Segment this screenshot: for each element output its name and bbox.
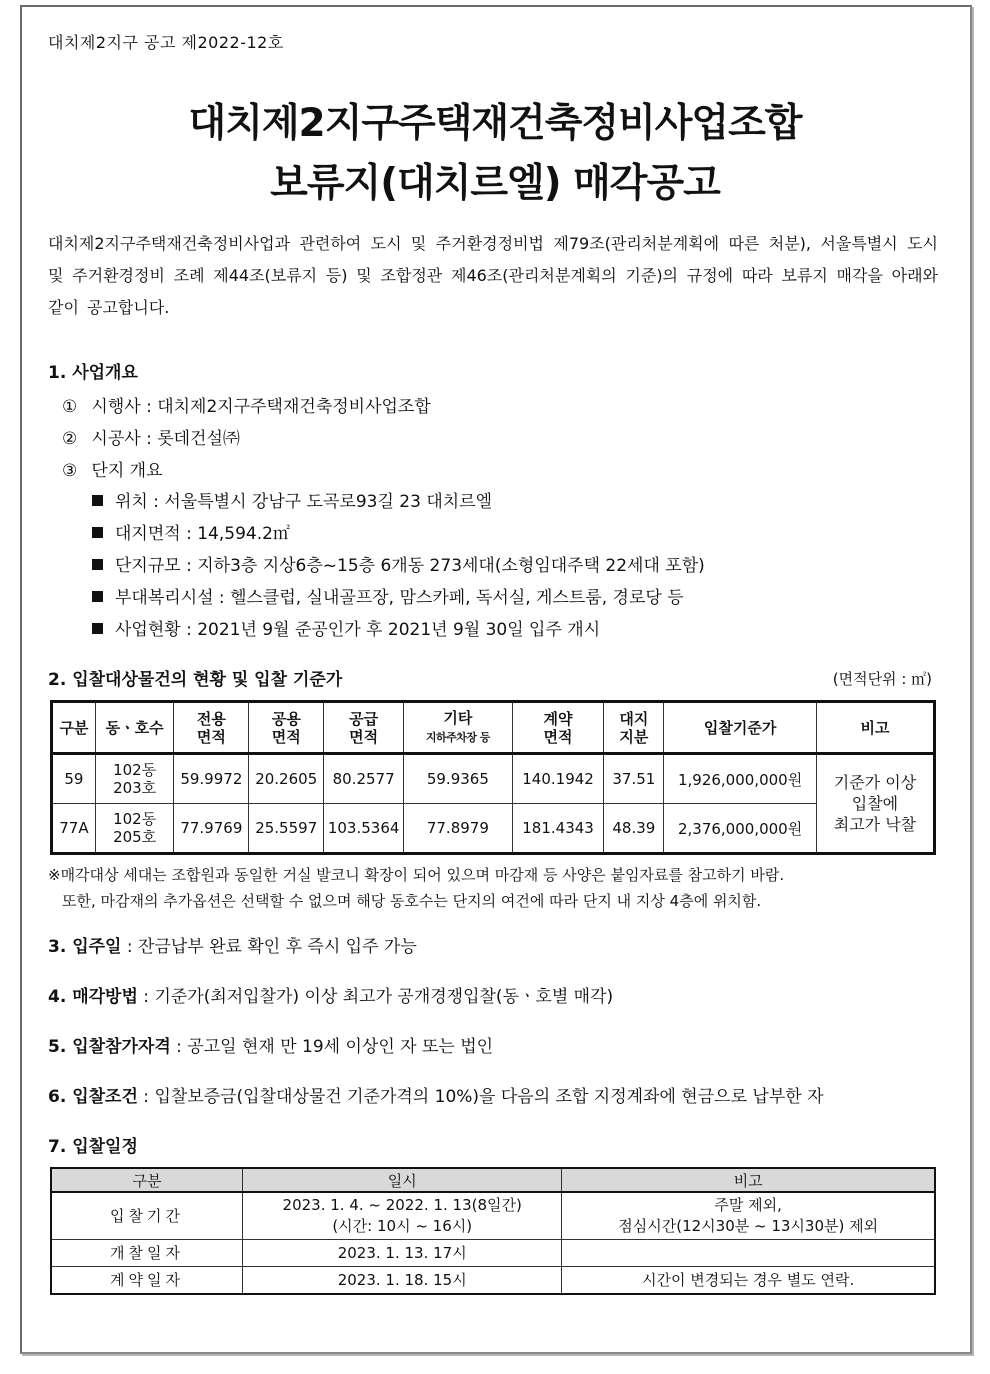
- cell-land: 48.39: [604, 804, 664, 854]
- cell-unit: 102동 203호: [95, 754, 174, 804]
- cell-date: 2023. 1. 18. 15시: [243, 1267, 562, 1295]
- square-bullet-icon: [92, 559, 103, 570]
- col-note: 비고: [562, 1168, 935, 1192]
- bid-schedule-table: [50, 1167, 936, 1295]
- overview-item: [62, 392, 431, 417]
- cell-note: [562, 1240, 935, 1267]
- overview-item: [62, 456, 163, 481]
- table-header-row: [52, 702, 935, 754]
- cell-supply: 80.2577: [324, 754, 404, 804]
- section-7-title: 7. 입찰일정: [48, 1137, 138, 1157]
- intro-paragraph: 대치제2지구주택재건축정비사업과 관련하여 도시 및 주거환경정비법 제79조(관리처분계획에 따른 처분), 서울특별시 도시 및 주거환경정비 조례 제44조(보류지 등) 및 조합정관 제46조(관리처분계획의 기준)의 규정에 따라 보류지 매각을 아래와 같이 공고합니다.: [48, 234, 938, 317]
- cell-land: 37.51: [604, 754, 664, 804]
- cell-other: 59.9365: [404, 754, 513, 804]
- cell-remark: 기준가 이상 입찰에 최고가 낙찰: [816, 754, 934, 854]
- square-bullet-icon: [92, 527, 103, 538]
- section-2-title: 2. 입찰대상물건의 현황 및 입찰 기준가: [48, 670, 343, 690]
- bullet-item: [92, 615, 600, 640]
- cell-type: 입찰기간: [51, 1192, 243, 1240]
- area-unit-label: (면적단위 : ㎡): [832, 670, 932, 688]
- bullet-item: [92, 519, 290, 544]
- cell-contract: 181.4343: [512, 804, 604, 854]
- table-row: [51, 1267, 935, 1295]
- overview-item-text: 단지 개요: [91, 461, 163, 481]
- move-in-date: 3. 입주일 : 잔금납부 완료 확인 후 즉시 입주 가능: [48, 937, 417, 957]
- cell-common: 25.5597: [249, 804, 324, 854]
- col-land-share: 대지 지분: [604, 702, 664, 754]
- table-header-row: [51, 1168, 935, 1192]
- col-type: 구분: [52, 702, 96, 754]
- eligibility: 5. 입찰참가자격 : 공고일 현재 만 19세 이상인 자 또는 법인: [48, 1037, 494, 1057]
- footnote-line: ※매각대상 세대는 조합원과 동일한 거실 발코니 확장이 되어 있으며 마감재 등 사양은 붙임자료를 참고하기 바람.: [48, 866, 785, 884]
- cell-type: 계약일자: [51, 1267, 243, 1295]
- section-1-title: 1. 사업개요: [48, 363, 138, 383]
- bullet-item: [92, 551, 705, 576]
- overview-item: [62, 424, 240, 449]
- bullet-text: 부대복리시설 : 헬스클럽, 실내골프장, 맘스카페, 독서실, 게스트룸, 경로당 등: [115, 588, 684, 608]
- cell-type: 77A: [52, 804, 96, 854]
- bullet-text: 대지면적 : 14,594.2㎡: [115, 524, 290, 544]
- col-contract-area: 계약 면적: [512, 702, 604, 754]
- cell-contract: 140.1942: [512, 754, 604, 804]
- bullet-item: [92, 583, 684, 608]
- square-bullet-icon: [92, 495, 103, 506]
- cell-type: 59: [52, 754, 96, 804]
- square-bullet-icon: [92, 591, 103, 602]
- cell-date: 2023. 1. 4. ~ 2022. 1. 13(8일간) (시간: 10시 ~ 16시): [243, 1192, 562, 1240]
- col-exclusive-area: 전용 면적: [174, 702, 249, 754]
- cell-unit: 102동 205호: [95, 804, 174, 854]
- table-row: [51, 1240, 935, 1267]
- document-number: 대치제2지구 공고 제2022-12호: [48, 33, 284, 52]
- sale-method: 4. 매각방법 : 기준가(최저입찰가) 이상 최고가 공개경쟁입찰(동ㆍ호별 매각): [48, 987, 614, 1007]
- col-common-area: 공용 면적: [249, 702, 324, 754]
- col-date: 일시: [243, 1168, 562, 1192]
- circled-number: ③: [62, 461, 78, 481]
- col-unit: 동ㆍ호수: [95, 702, 174, 754]
- bullet-item: [92, 487, 492, 512]
- overview-item-text: 시공사 : 롯데건설㈜: [91, 429, 240, 449]
- overview-item-text: 시행사 : 대치제2지구주택재건축정비사업조합: [91, 397, 431, 417]
- table-row: [51, 1192, 935, 1240]
- col-type: 구분: [51, 1168, 243, 1192]
- bullet-text: 단지규모 : 지하3층 지상6층~15층 6개동 273세대(소형임대주택 22세대 포함): [115, 556, 705, 576]
- cell-price: 2,376,000,000원: [664, 804, 817, 854]
- page-title: 대치제2지구주택재건축정비사업조합: [188, 101, 802, 146]
- table-row: [52, 754, 935, 804]
- cell-price: 1,926,000,000원: [664, 754, 817, 804]
- table-row: [52, 804, 935, 854]
- circled-number: ①: [62, 397, 78, 417]
- cell-exclusive: 59.9972: [174, 754, 249, 804]
- bullet-text: 위치 : 서울특별시 강남구 도곡로93길 23 대치르엘: [115, 492, 493, 512]
- col-base-price: 입찰기준가: [664, 702, 817, 754]
- square-bullet-icon: [92, 623, 103, 634]
- bid-conditions: 6. 입찰조건 : 입찰보증금(입찰대상물건 기준가격의 10%)을 다음의 조합 지정계좌에 현금으로 납부한 자: [48, 1087, 824, 1107]
- cell-note: 주말 제외, 점심시간(12시30분 ~ 13시30분) 제외: [562, 1192, 935, 1240]
- cell-exclusive: 77.9769: [174, 804, 249, 854]
- cell-supply: 103.5364: [324, 804, 404, 854]
- col-other-area: 기타 지하주차장 등: [404, 702, 513, 754]
- cell-date: 2023. 1. 13. 17시: [243, 1240, 562, 1267]
- col-note: 비고: [816, 702, 934, 754]
- circled-number: ②: [62, 429, 78, 449]
- page-subtitle: 보류지(대치르엘) 매각공고: [270, 161, 720, 206]
- cell-other: 77.8979: [404, 804, 513, 854]
- col-supply-area: 공급 면적: [324, 702, 404, 754]
- table-footnote: [48, 862, 938, 914]
- bullet-text: 사업현황 : 2021년 9월 준공인가 후 2021년 9월 30일 입주 개시: [115, 620, 601, 640]
- cell-common: 20.2605: [249, 754, 324, 804]
- cell-type: 개찰일자: [51, 1240, 243, 1267]
- cell-note: 시간이 변경되는 경우 별도 연락.: [562, 1267, 935, 1295]
- bid-items-table: [50, 700, 936, 855]
- footnote-line: 또한, 마감재의 추가옵션은 선택할 수 없으며 해당 동호수는 단지의 여건에 따라 단지 내 지상 4층에 위치함.: [62, 892, 762, 910]
